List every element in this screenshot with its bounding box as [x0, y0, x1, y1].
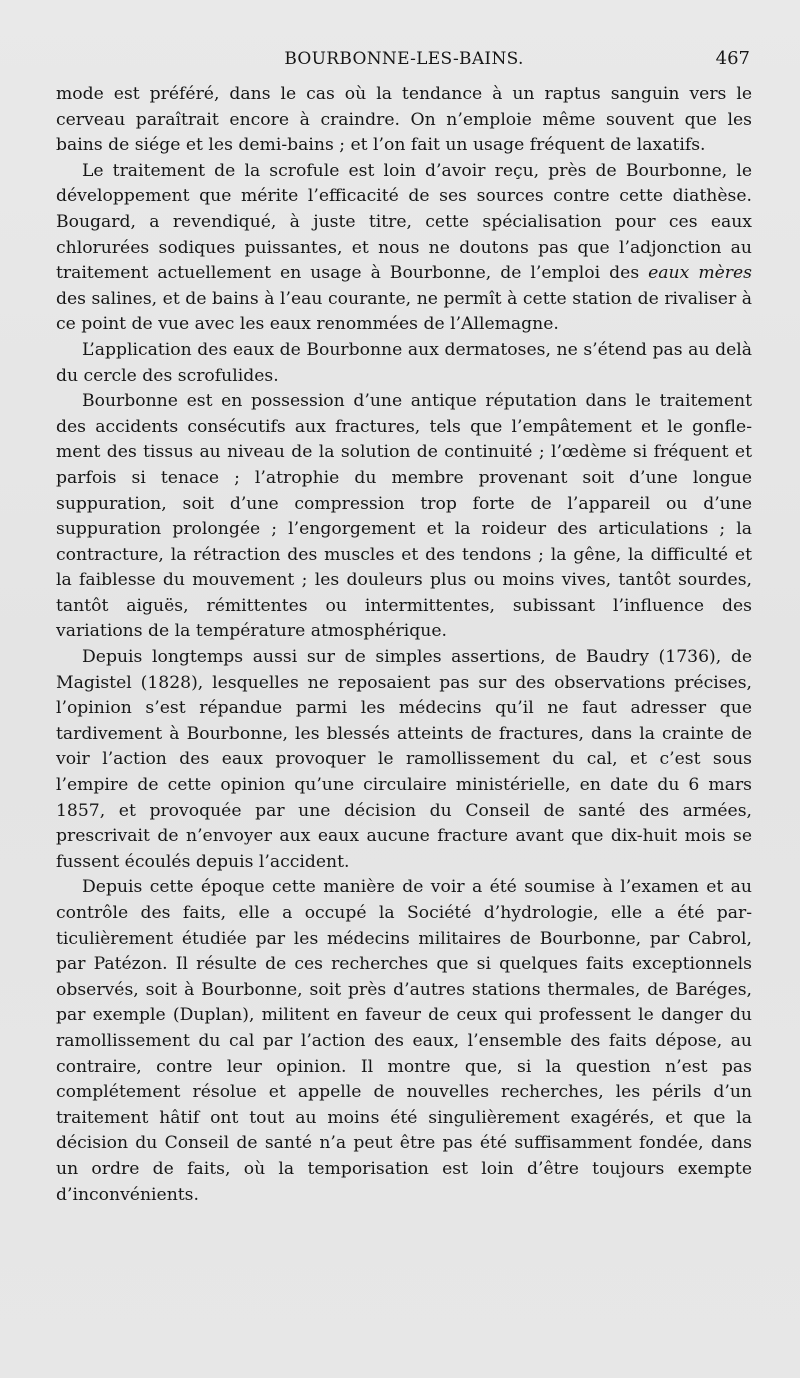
italic-term: eaux mères [648, 263, 752, 284]
paragraph [56, 82, 752, 159]
text-run: L’application des eaux de Bourbonne aux dermatoses, ne s’étend pas au delà du cercle des scrofulides. [56, 339, 752, 386]
body-text [56, 82, 752, 1208]
paragraph [56, 875, 752, 1208]
paragraph [56, 389, 752, 645]
text-run: Bourbonne est en possession d’une antique réputation dans le traitement des accidents consécutifs aux fractures, tels que l’empâtement et le gonflement des tissus au niveau de la solution de continuité ; l’œdème si fréquent et parfois si tenace ; l’atrophie du membre provenant soit d’une longue suppuration, soit d’une compression trop forte de l’appareil ou d’une suppuration prolongée ; l’engorgement et la roideur des articulations ; la contracture, la rétraction des muscles et des tendons ; la gêne, la difficulté et la faiblesse du mouvement ; les douleurs plus ou moins vives, tantôt sourdes, tantôt aiguës, rémittentes ou intermittentes, subissant l’influence des variations de la température atmosphérique. [56, 391, 752, 642]
text-run: Le traitement de la scrofule est loin d’avoir reçu, près de Bourbonne, le développement que mérite l’efficacité de ses sources contre cette diathèse. Bougard, a revendiqué, à juste titre, cette spécialisation pour ces eaux chlorurées sodiques puissantes, et nous ne doutons pas que l’adjonction au traitement actuellement en usage à Bourbonne, de l’emploi des [56, 160, 752, 284]
text-run: Depuis cette époque cette manière de voir a été soumise à l’examen et au contrôle des faits, elle a occupé la Société d’hydrologie, elle a été particulièrement étudiée par les médecins militaires de Bourbonne, par Cabrol, par Patézon. Il résulte de ces recherches que si quelques faits exceptionnels observés, soit à Bourbonne, soit près d’autres stations thermales, de Baréges, par exemple (Duplan), militent en faveur de ceux qui professent le danger du ramollissement du cal par l’action des eaux, l’ensemble des faits dépose, au contraire, contre leur opinion. Il montre que, si la question n’est pas complétement résolue et appelle de nouvelles recherches, les périls d’un traitement hâtif ont tout au moins été singulièrement exagérés, et que la décision du Conseil de santé n’a peut être pas été suffisamment fondée, dans un ordre de faits, où la temporisation est loin d’être toujours exempte d’inconvénients. [56, 877, 752, 1205]
paragraph [56, 338, 752, 389]
text-run: des salines, et de bains à l’eau courante, ne permît à cette station de rivaliser à ce point de vue avec les eaux renommées de l’Allemagne. [56, 288, 752, 335]
running-head [56, 44, 752, 74]
page-number: 467 [715, 48, 750, 69]
text-run: Depuis longtemps aussi sur de simples assertions, de Baudry (1736), de Magistel (1828), lesquelles ne reposaient pas sur des observations précises, l’opinion s’est répandue parmi les médecins qu’il ne faut adresser que tardivement à Bourbonne, les blessés atteints de fractures, dans la crainte de voir l’action des eaux provoquer le ramollissement du cal, et c’est sous l’empire de cette opinion qu’une circulaire ministérielle, en date du 6 mars 1857, et provoquée par une décision du Conseil de santé des armées, prescrivait de n’envoyer aux eaux aucune fracture avant que dix-huit mois se fussent écoulés depuis l’accident. [56, 647, 752, 872]
paragraph [56, 159, 752, 338]
running-title: BOURBONNE-LES-BAINS. [284, 49, 524, 69]
paragraph [56, 645, 752, 875]
text-run: mode est préféré, dans le cas où la tendance à un raptus sanguin vers le cerveau paraîtrait encore à craindre. On n’emploie même souvent que les bains de siége et les demi-bains ; et l’on fait un usage fréquent de laxatifs. [56, 84, 752, 156]
